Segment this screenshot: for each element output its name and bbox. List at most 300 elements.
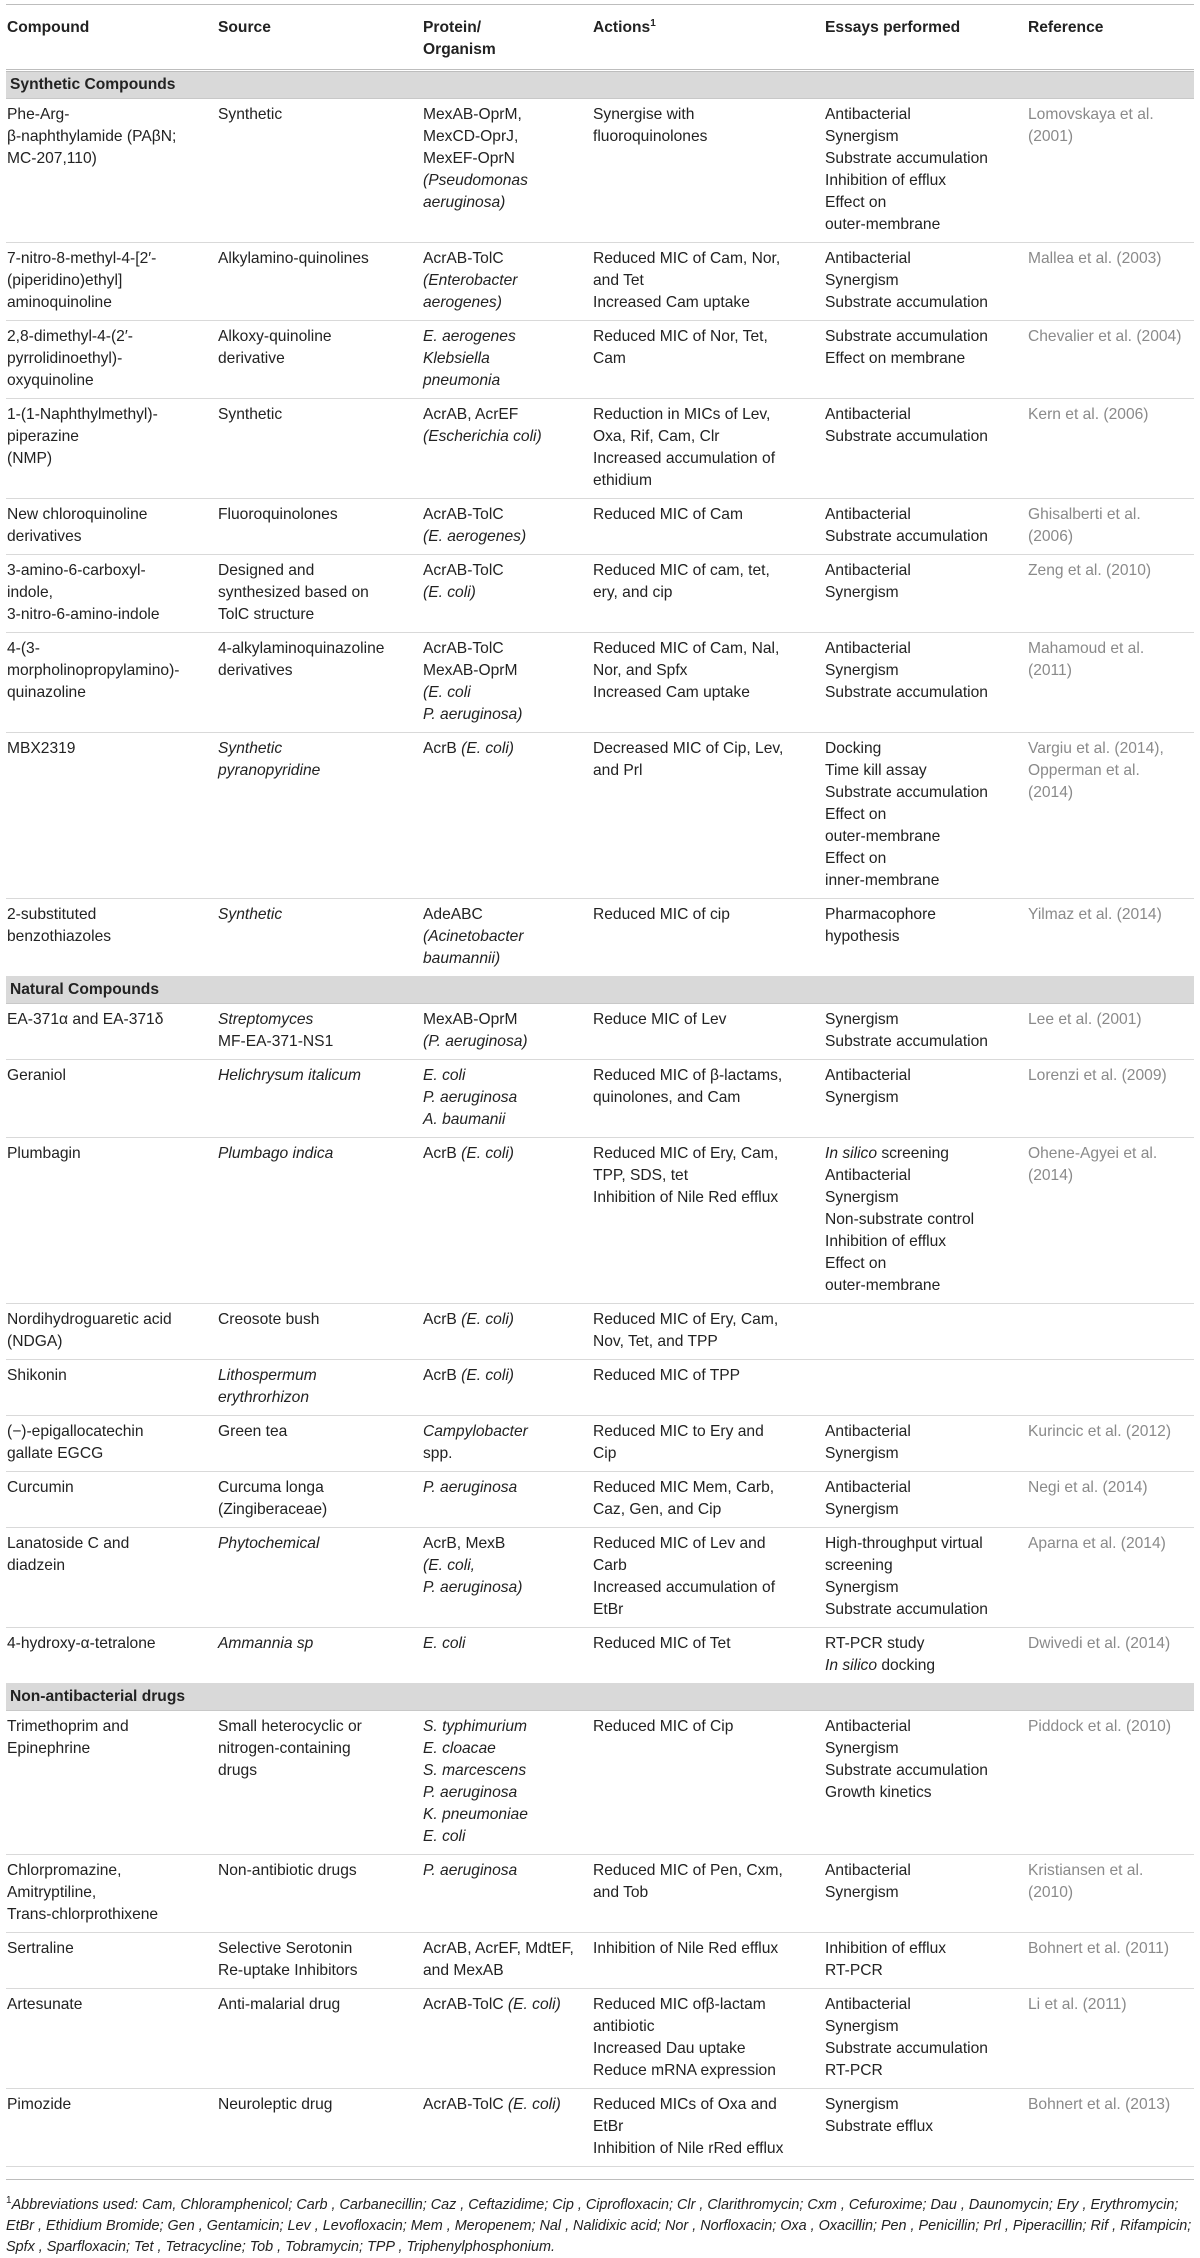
compound-cell [6,1004,217,1060]
organism-cell [422,1855,592,1933]
reference-cell [1027,1360,1194,1416]
reference-line: Kurincic et al. (2012) [1028,1423,1172,1440]
actions-cell [592,99,824,243]
essays-line: Docking [825,740,882,757]
actions-line: Reduce mRNA expression [593,2062,776,2079]
compound-line: quinazoline [7,684,86,701]
essays-cell [824,1138,1027,1304]
organism-line: E. cloacae [423,1740,496,1757]
actions-cell [592,1711,824,1855]
actions-line: Cip [593,1445,617,1462]
actions-line: Reduced MIC of Cam, Nal, [593,640,780,657]
reference-line: Aparna et al. (2014) [1028,1535,1166,1552]
organism-cell [422,243,592,321]
actions-cell [592,1138,824,1304]
compound-line: piperazine [7,428,79,445]
compound-line: 4-hydroxy-α-tetralone [7,1635,156,1652]
source-cell [217,1060,422,1138]
organism-line: AcrB (E. coli) [423,740,514,757]
reference-line: Ghisalberti et al. (2006) [1028,506,1141,545]
organism-line: pneumonia [423,372,501,389]
table-row [6,99,1194,243]
header-essays: Essays performed [824,5,1027,71]
actions-line: Cam [593,350,626,367]
actions-line: EtBr [593,1601,624,1618]
reference-cell [1027,1933,1194,1989]
essays-line: Antibacterial [825,1996,911,2013]
actions-line: Reduced MIC Mem, Carb, [593,1479,775,1496]
actions-line: and Tet [593,272,644,289]
reference-cell [1027,399,1194,499]
organism-line: baumannii) [423,950,501,967]
actions-line: Reduced MIC of Ery, Cam, [593,1311,779,1328]
header-organism: Protein/ Organism [422,5,592,71]
essays-line: Synergism [825,1445,899,1462]
table-row [6,1416,1194,1472]
source-line: Synthetic [218,406,283,423]
reference-cell [1027,1628,1194,1684]
compound-cell [6,1933,217,1989]
organism-line: E. coli [423,1828,466,1845]
organism-cell [422,633,592,733]
essays-cell [824,1004,1027,1060]
organism-line: (Enterobacter [423,272,518,289]
compound-cell [6,1138,217,1304]
source-cell [217,1528,422,1628]
actions-cell [592,1416,824,1472]
source-line: Plumbago indica [218,1145,334,1162]
source-cell [217,1304,422,1360]
essays-line: Antibacterial [825,250,911,267]
compound-cell [6,1304,217,1360]
essays-cell [824,399,1027,499]
essays-line: Antibacterial [825,506,911,523]
source-line: Lithospermum [218,1367,317,1384]
source-line: derivative [218,350,285,367]
source-cell [217,1360,422,1416]
essays-line: Growth kinetics [825,1784,932,1801]
essays-line: Inhibition of efflux [825,172,947,189]
compound-line: (−)-epigallocatechin [7,1423,144,1440]
header-footnote-marker: 1 [650,17,656,29]
reference-line: Opperman et al. (2014) [1028,762,1140,801]
source-line: Phytochemical [218,1535,320,1552]
actions-line: Reduced MIC of Cam, Nor, [593,250,781,267]
essays-line: Antibacterial [825,106,911,123]
essays-line: Synergism [825,1089,899,1106]
compound-line: 1-(1-Naphthylmethyl)- [7,406,158,423]
table-row [6,1933,1194,1989]
source-line: Small heterocyclic or [218,1718,362,1735]
organism-line: MexAB-OprM [423,662,518,679]
compound-line: MC-207,110) [7,150,97,167]
essays-cell [824,1472,1027,1528]
section-header [6,1684,1194,1711]
reference-cell [1027,1711,1194,1855]
organism-line: (Pseudomonas [423,172,528,189]
reference-line: Li et al. (2011) [1028,1996,1127,2013]
reference-line: Mallea et al. (2003) [1028,250,1162,267]
compound-cell [6,1855,217,1933]
essays-line: outer-membrane [825,1277,941,1294]
essays-line: Antibacterial [825,1423,911,1440]
compound-line: Pimozide [7,2096,72,2113]
table-row [6,1628,1194,1684]
organism-cell [422,1711,592,1855]
essays-line: inner-membrane [825,872,940,889]
organism-line: E. aerogenes [423,328,516,345]
source-line: Neuroleptic drug [218,2096,333,2113]
organism-line: (Acinetobacter [423,928,524,945]
compound-cell [6,555,217,633]
table-row [6,321,1194,399]
organism-line: AcrAB, AcrEF [423,406,519,423]
actions-cell [592,321,824,399]
compound-line: aminoquinoline [7,294,112,311]
reference-cell [1027,1472,1194,1528]
organism-cell [422,1472,592,1528]
actions-line: Inhibition of Nile Red efflux [593,1940,779,1957]
essays-line: RT-PCR study [825,1635,925,1652]
organism-line: Klebsiella [423,350,490,367]
source-line: Helichrysum italicum [218,1067,361,1084]
actions-cell [592,499,824,555]
compound-line: benzothiazoles [7,928,112,945]
essays-line: Synergism [825,1501,899,1518]
essays-line: Synergism [825,584,899,601]
organism-line: spp. [423,1445,453,1462]
source-line: nitrogen-containing [218,1740,351,1757]
essays-cell [824,499,1027,555]
source-line: Green tea [218,1423,288,1440]
section-title: Natural Compounds [6,977,1194,1004]
compound-line: New chloroquinoline [7,506,148,523]
organism-line: AcrAB-TolC [423,506,504,523]
actions-cell [592,555,824,633]
actions-line: Reduce MIC of Lev [593,1011,727,1028]
compound-line: Amitryptiline, [7,1884,97,1901]
actions-line: Caz, Gen, and Cip [593,1501,722,1518]
essays-line: Effect on [825,1255,887,1272]
essays-line: Time kill assay [825,762,927,779]
actions-line: Reduced MIC of Cip [593,1718,734,1735]
compound-line: 2,8-dimethyl-4-(2′- [7,328,133,345]
organism-cell [422,1138,592,1304]
essays-line: Antibacterial [825,406,911,423]
essays-line: RT-PCR [825,2062,883,2079]
source-cell [217,1416,422,1472]
table-row [6,1060,1194,1138]
compound-cell [6,99,217,243]
source-line: Designed and [218,562,315,579]
reference-line: (2001) [1028,128,1074,145]
reference-cell [1027,499,1194,555]
actions-line: Reduction in MICs of Lev, [593,406,771,423]
actions-line: Decreased MIC of Cip, Lev, [593,740,784,757]
organism-line: AcrB (E. coli) [423,1311,514,1328]
source-line: MF-EA-371-NS1 [218,1033,334,1050]
actions-line: Inhibition of Nile rRed efflux [593,2140,784,2157]
compound-line: pyrrolidinoethyl)- [7,350,123,367]
compound-line: MBX2319 [7,740,76,757]
essays-line: Substrate accumulation [825,428,988,445]
reference-line: Lorenzi et al. (2009) [1028,1067,1167,1084]
essays-line: Synergism [825,662,899,679]
essays-line: Synergism [825,1579,899,1596]
source-cell [217,733,422,899]
organism-line: MexAB-OprM, [423,106,522,123]
actions-line: Synergise with [593,106,695,123]
organism-cell [422,1933,592,1989]
essays-line: Substrate accumulation [825,684,988,701]
reference-cell [1027,1528,1194,1628]
header-compound: Compound [6,5,217,71]
source-cell [217,1933,422,1989]
reference-line: Kristiansen et al. (2010) [1028,1862,1144,1901]
table-row [6,2089,1194,2167]
organism-line: AcrAB-TolC [423,640,504,657]
compound-line: derivatives [7,528,82,545]
table-row [6,1528,1194,1628]
compound-line: 2-substituted [7,906,97,923]
table-row [6,1138,1194,1304]
compound-line: Nordihydroguaretic acid [7,1311,172,1328]
compound-cell [6,321,217,399]
organism-line: AcrAB-TolC (E. coli) [423,1996,561,2013]
essays-cell [824,1628,1027,1684]
reference-cell [1027,1060,1194,1138]
source-line: (Zingiberaceae) [218,1501,328,1518]
reference-line: Bohnert et al. (2013) [1028,2096,1171,2113]
essays-line: Antibacterial [825,1167,911,1184]
reference-line: Mahamoud et al. (2011) [1028,640,1145,679]
source-line: Alkoxy-quinoline [218,328,332,345]
reference-line: Lee et al. (2001) [1028,1011,1142,1028]
organism-cell [422,321,592,399]
actions-line: and Prl [593,762,643,779]
actions-line: Oxa, Rif, Cam, Clr [593,428,720,445]
essays-cell [824,1989,1027,2089]
header-source: Source [217,5,422,71]
essays-line: Substrate accumulation [825,1762,988,1779]
essays-line: Synergism [825,128,899,145]
essays-cell [824,1060,1027,1138]
essays-cell [824,633,1027,733]
compound-line: Sertraline [7,1940,74,1957]
essays-line: Effect on [825,194,887,211]
essays-cell [824,1528,1027,1628]
actions-cell [592,1528,824,1628]
reference-line: Ohene-Agyei et al. [1028,1145,1158,1162]
reference-line: (2014) [1028,1167,1074,1184]
source-line: drugs [218,1762,258,1779]
reference-line: Vargiu et al. (2014), [1028,740,1164,757]
organism-line: S. marcescens [423,1762,527,1779]
essays-line: Effect on membrane [825,350,966,367]
reference-cell [1027,1416,1194,1472]
organism-line: AcrB, MexB [423,1535,506,1552]
essays-line: Synergism [825,1740,899,1757]
table-row [6,1855,1194,1933]
table-row [6,1004,1194,1060]
compound-line: 7-nitro-8-methyl-4-[2′- [7,250,157,267]
reference-line: Bohnert et al. (2011) [1028,1940,1170,1957]
actions-line: Reduced MIC of Tet [593,1635,731,1652]
source-cell [217,633,422,733]
essays-cell [824,733,1027,899]
compound-cell [6,1060,217,1138]
essays-line: Antibacterial [825,640,911,657]
compound-line: Geraniol [7,1067,66,1084]
compound-line: oxyquinoline [7,372,94,389]
organism-line: AcrB (E. coli) [423,1145,514,1162]
source-line: Creosote bush [218,1311,320,1328]
organism-cell [422,499,592,555]
reference-cell [1027,555,1194,633]
essays-line: Inhibition of efflux [825,1233,947,1250]
reference-cell [1027,733,1194,899]
organism-cell [422,1528,592,1628]
organism-cell [422,99,592,243]
compound-line: 3-nitro-6-amino-indole [7,606,160,623]
organism-cell [422,555,592,633]
compound-line: (piperidino)ethyl] [7,272,123,289]
essays-cell [824,1360,1027,1416]
actions-line: TPP, SDS, tet [593,1167,689,1184]
organism-line: (P. aeruginosa) [423,1033,528,1050]
actions-line: Nov, Tet, and TPP [593,1333,718,1350]
essays-cell [824,899,1027,977]
essays-line: Inhibition of efflux [825,1940,947,1957]
compound-line: gallate EGCG [7,1445,104,1462]
footnote-marker: 1 [6,2195,12,2206]
essays-cell [824,1933,1027,1989]
compound-line: Epinephrine [7,1740,91,1757]
essays-cell [824,2089,1027,2167]
compound-line: 3-amino-6-carboxyl- [7,562,146,579]
actions-line: Increased accumulation of [593,450,776,467]
essays-line: Substrate accumulation [825,2040,988,2057]
table-body [6,71,1194,2167]
compound-line: Lanatoside C and [7,1535,130,1552]
actions-line: Reduced MICs of Oxa and [593,2096,777,2113]
organism-line: AcrB (E. coli) [423,1367,514,1384]
reference-cell [1027,99,1194,243]
compound-cell [6,499,217,555]
source-line: Ammannia sp [218,1635,314,1652]
actions-line: Reduced MIC of Ery, Cam, [593,1145,779,1162]
source-cell [217,243,422,321]
table-row [6,1304,1194,1360]
source-line: Streptomyces [218,1011,314,1028]
section-title: Non-antibacterial drugs [6,1684,1194,1711]
actions-line: Increased Cam uptake [593,294,750,311]
section-title: Synthetic Compounds [6,71,1194,99]
organism-line: MexEF-OprN [423,150,515,167]
organism-cell [422,1304,592,1360]
organism-cell [422,399,592,499]
source-line: synthesized based on [218,584,369,601]
source-cell [217,499,422,555]
essays-line: outer-membrane [825,828,941,845]
source-cell [217,399,422,499]
actions-line: Increased Cam uptake [593,684,750,701]
reference-line: Dwivedi et al. (2014) [1028,1635,1171,1652]
source-cell [217,2089,422,2167]
section-header [6,977,1194,1004]
essays-cell [824,1304,1027,1360]
table-row [6,899,1194,977]
organism-line: MexAB-OprM [423,1011,518,1028]
actions-cell [592,1004,824,1060]
reference-line: Zeng et al. (2010) [1028,562,1152,579]
compound-line: (NMP) [7,450,53,467]
essays-line: In silico docking [825,1657,936,1674]
source-cell [217,1628,422,1684]
essays-cell [824,1711,1027,1855]
organism-line: E. coli [423,1635,466,1652]
organism-cell [422,2089,592,2167]
table-row [6,243,1194,321]
actions-line: Carb [593,1557,627,1574]
actions-line: Reduced MIC of Lev and [593,1535,766,1552]
compound-line: indole, [7,584,53,601]
organism-line: (E. coli [423,684,471,701]
organism-cell [422,1628,592,1684]
organism-line: (E. coli) [423,584,476,601]
source-line: derivatives [218,662,293,679]
reference-line: Yilmaz et al. (2014) [1028,906,1162,923]
reference-line: Chevalier et al. (2004) [1028,328,1182,345]
actions-line: quinolones, and Cam [593,1089,741,1106]
essays-cell [824,555,1027,633]
compound-line: Trimethoprim and [7,1718,129,1735]
source-line: Re-uptake Inhibitors [218,1962,358,1979]
essays-line: Antibacterial [825,1718,911,1735]
actions-line: Inhibition of Nile Red efflux [593,1189,779,1206]
footnote-text: Abbreviations used: Cam, Chloramphenicol; Carb , Carbanecillin; Caz , Ceftazidime; Cip , Ciprofloxacin; Clr , Clarithromycin; Cxm , Cefuroxime; Dau , Daunomycin; Ery , Erythromycin; EtBr , Ethidium Bromide; Gen , Gentamicin; Lev , Levofloxacin; Mem , Meropenem; Nal , Nalidixic acid; Nor , Norfloxacin; Oxa , Oxacillin; Pen , Penicillin; Prl , Piperacillin; Rif , Rifampicin; Spfx , Sparfloxacin; Tet , Tetracycline; Tob , Tobramycin; TPP , Triphenylphosphonium. [6,2196,1192,2255]
organism-line: aerogenes) [423,294,502,311]
actions-cell [592,1933,824,1989]
organism-line: P. aeruginosa [423,1479,518,1496]
source-cell [217,555,422,633]
compound-line: β-naphthylamide (PAβN; [7,128,177,145]
essays-line: Antibacterial [825,562,911,579]
actions-line: Reduced MIC of cip [593,906,730,923]
essays-line: Synergism [825,2096,899,2113]
table-row [6,633,1194,733]
table-row [6,1711,1194,1855]
source-line: Curcuma longa [218,1479,324,1496]
compound-cell [6,243,217,321]
organism-cell [422,1989,592,2089]
source-line: 4-alkylaminoquinazoline [218,640,385,657]
actions-cell [592,399,824,499]
compound-cell [6,1360,217,1416]
actions-cell [592,1060,824,1138]
organism-cell [422,1360,592,1416]
data-table [6,4,1194,2167]
header-reference: Reference [1027,5,1194,71]
source-line: erythrorhizon [218,1389,310,1406]
organism-line: AcrAB-TolC (E. coli) [423,2096,561,2113]
organism-line: E. coli [423,1067,466,1084]
actions-line: Reduced MIC to Ery and [593,1423,764,1440]
compound-cell [6,1472,217,1528]
table-row [6,1360,1194,1416]
reference-cell [1027,899,1194,977]
essays-line: Synergism [825,272,899,289]
